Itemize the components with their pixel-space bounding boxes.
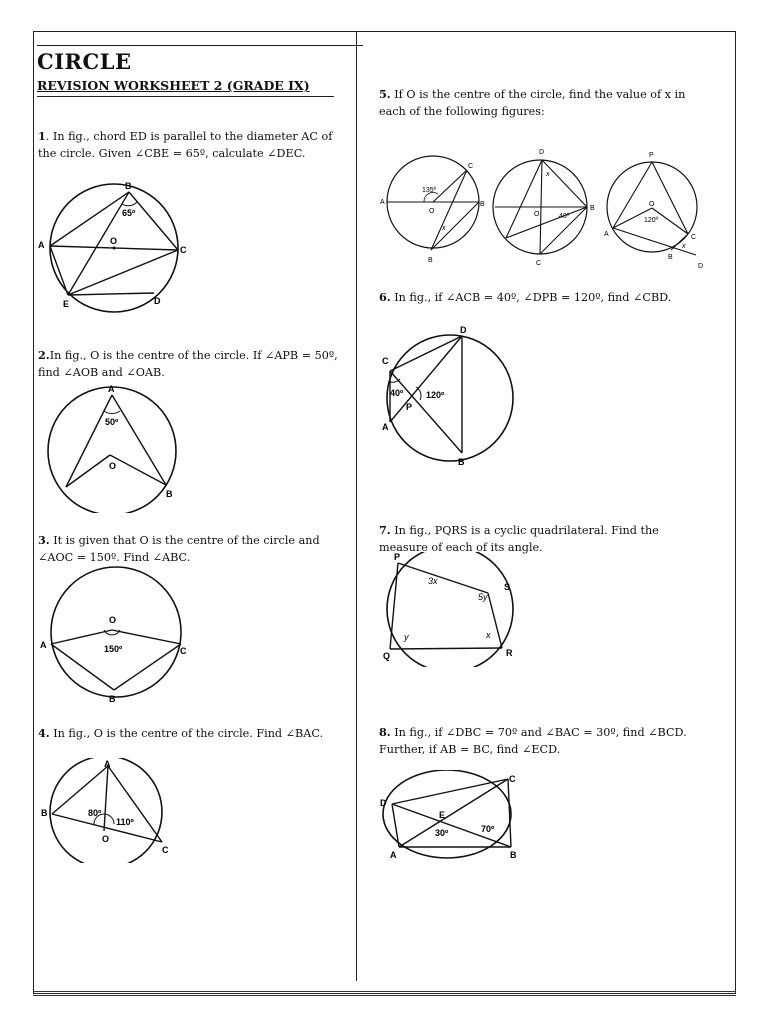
label-c: C	[691, 234, 697, 241]
label-b: B	[510, 850, 517, 860]
label-c: C	[509, 774, 516, 784]
label-c: C	[468, 163, 474, 170]
label-o: O	[534, 211, 540, 218]
label-o: O	[649, 201, 655, 208]
label-x: x	[442, 225, 446, 232]
label-angle2: 110º	[116, 817, 134, 827]
column-divider	[356, 31, 357, 981]
label-c: C	[180, 646, 187, 656]
label-x: x	[546, 171, 550, 178]
label-p: P	[649, 152, 654, 159]
header-rule-bottom	[37, 96, 334, 97]
label-3x: 3x	[428, 576, 438, 586]
label-a: A	[390, 850, 397, 860]
label-a: A	[40, 640, 47, 650]
question-3: 3. It is given that O is the centre of the circle and ∠AOC = 150º. Find ∠ABC.	[38, 533, 320, 564]
footer-rule-2	[33, 995, 736, 996]
label-angle: 50º	[105, 417, 119, 427]
label-a: A	[104, 759, 111, 769]
label-b2: B	[428, 257, 433, 264]
label-b: B	[109, 694, 116, 704]
label-o: O	[429, 208, 435, 215]
label-angle: 150º	[104, 644, 123, 654]
footer-rule-1	[33, 991, 736, 992]
label-c: C	[162, 845, 169, 855]
question-1: 1. In fig., chord ED is parallel to the diameter AC of the circle. Given ∠CBE = 65º, calculate ∠DEC.	[38, 129, 333, 160]
label-x: x	[486, 630, 491, 640]
label-d: D	[698, 263, 704, 270]
label-angle: 135º	[422, 187, 437, 194]
label-a: A	[380, 199, 385, 206]
worksheet-title: CIRCLE	[37, 49, 132, 74]
figure-q5	[378, 142, 713, 272]
label-x: x	[682, 243, 686, 250]
label-angle2: 70º	[481, 824, 495, 834]
label-a: A	[382, 422, 389, 432]
label-o: O	[110, 236, 118, 246]
label-angle1: 40º	[390, 388, 404, 398]
worksheet-subtitle: REVISION WORKSHEET 2 (GRADE IX)	[37, 78, 310, 93]
label-o: O	[102, 834, 110, 844]
question-4: 4. In fig., O is the centre of the circle. Find ∠BAC.	[38, 726, 324, 740]
label-5y: 5y	[478, 592, 488, 602]
label-b: B	[41, 808, 48, 818]
label-c: C	[180, 245, 187, 255]
label-a: A	[604, 231, 609, 238]
label-d: D	[154, 296, 161, 306]
header-rule-top	[37, 45, 363, 46]
figure-q6	[376, 322, 516, 472]
label-e: E	[63, 299, 70, 309]
figure-q2	[40, 383, 190, 513]
label-p: P	[394, 552, 401, 562]
label-b: B	[590, 205, 595, 212]
label-d: D	[460, 325, 467, 335]
label-o: O	[109, 461, 117, 471]
label-q: Q	[383, 651, 391, 661]
figure-q7	[378, 552, 528, 667]
question-2: 2.In fig., O is the centre of the circle. If ∠APB = 50º, find ∠AOB and ∠OAB.	[38, 348, 338, 379]
label-b: B	[458, 457, 465, 467]
question-6: 6. In fig., if ∠ACB = 40º, ∠DPB = 120º, find ∠CBD.	[379, 290, 672, 304]
label-b: B	[480, 201, 485, 208]
label-angle1: 80º	[88, 808, 102, 818]
label-o: O	[109, 615, 117, 625]
label-angle: 120º	[644, 217, 659, 224]
question-8: 8. In fig., if ∠DBC = 70º and ∠BAC = 30º, find ∠BCD. Further, if AB = BC, find ∠ECD.	[379, 725, 687, 756]
label-b: B	[668, 254, 673, 261]
label-c: C	[536, 260, 542, 267]
label-b: B	[125, 181, 132, 191]
figure-q1	[36, 178, 196, 318]
label-angle: 65º	[122, 208, 136, 218]
figure-q4	[38, 758, 188, 863]
label-angle2: 120º	[426, 390, 445, 400]
label-e: E	[439, 810, 446, 820]
label-d: D	[539, 149, 545, 156]
figure-q3	[38, 566, 198, 706]
label-p: P	[406, 402, 413, 412]
figure-q8	[377, 770, 527, 865]
label-angle: 40º	[559, 213, 570, 220]
label-a: A	[108, 384, 115, 394]
label-d: D	[380, 798, 387, 808]
label-a: A	[38, 240, 45, 250]
question-7: 7. In fig., PQRS is a cyclic quadrilateral. Find the measure of each of its angle.	[379, 523, 659, 554]
label-b: B	[166, 489, 173, 499]
label-r: R	[506, 648, 513, 658]
question-5: 5. If O is the centre of the circle, find the value of x in each of the following figures:	[379, 87, 686, 118]
label-c: C	[382, 356, 389, 366]
label-angle1: 30º	[435, 828, 449, 838]
label-y: y	[404, 632, 409, 642]
label-s: S	[504, 582, 511, 592]
